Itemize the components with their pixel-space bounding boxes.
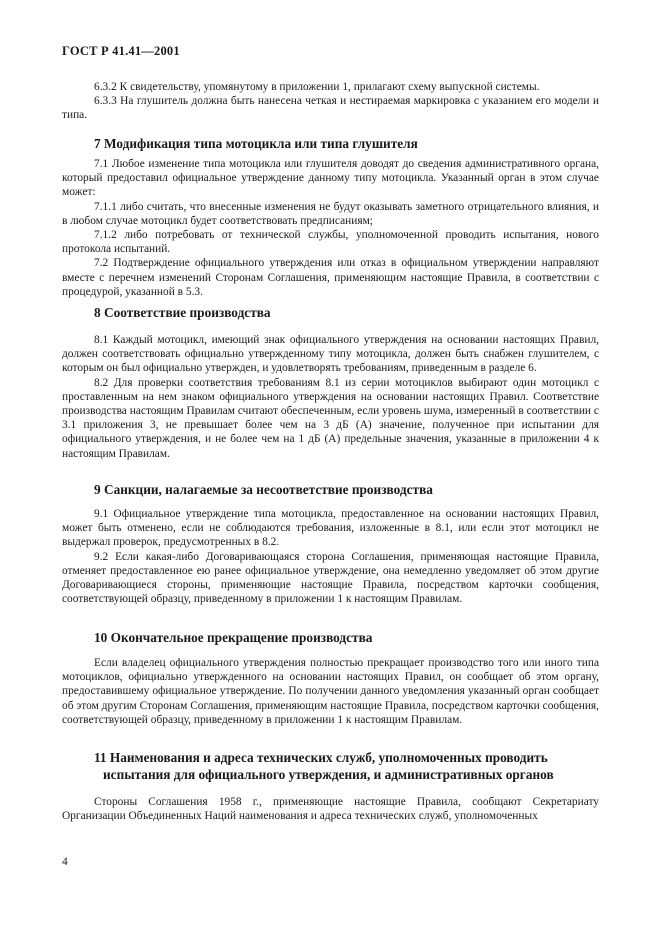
section-8-title: 8 Соответствие производства <box>94 305 271 320</box>
section-10 <box>62 629 599 646</box>
section-7-title: 7 Модификация типа мотоцикла или типа глушителя <box>94 136 418 151</box>
section-11-title-line2: испытания для официального утверждения, и административных органов <box>103 767 554 782</box>
section-9-body <box>62 507 599 606</box>
document-header: ГОСТ Р 41.41—2001 <box>62 44 180 58</box>
section-9 <box>62 481 599 498</box>
section-8 <box>62 304 599 321</box>
section-8-body <box>62 333 599 461</box>
section-11-title-line1: 11 Наименования и адреса технических служб, уполномоченных проводить <box>94 750 548 765</box>
section-7 <box>62 135 599 152</box>
paragraph-7-1: 7.1 Любое изменение типа мотоцикла или глушителя доводят до сведения административного органа, который предоставил официальное утверждение данному типу мотоцикла. Указанный орган в этом случае может: <box>62 158 599 199</box>
paragraph-6-3-2: 6.3.2 К свидетельству, упомянутому в приложении 1, прилагают схему выпускной системы. <box>94 81 540 93</box>
page-number: 4 <box>62 856 68 868</box>
paragraph-6-3-3: 6.3.3 На глушитель должна быть нанесена четкая и нестираемая маркировка с указанием его модели и типа. <box>62 95 599 122</box>
paragraph-7-2: 7.2 Подтверждение официального утверждения или отказ в официальном утверждении направляют вместе с перечнем изменений Сторонам Соглашения, применяющим настоящие Правила, в соответствии с процедурой, указанной в 5.3. <box>62 257 599 298</box>
paragraph-11: Стороны Соглашения 1958 г., применяющие настоящие Правила, сообщают Секретариату Организации Объединенных Наций наименования и адреса технических служб, уполномоченных <box>62 796 599 823</box>
section-11-body <box>62 795 599 823</box>
section-10-body <box>62 656 599 727</box>
section-11 <box>62 749 599 783</box>
section-9-title: 9 Санкции, налагаемые за несоответствие производства <box>94 482 433 497</box>
section-7-body <box>62 157 599 299</box>
paragraph-10: Если владелец официального утверждения полностью прекращает производство того или иного типа мотоциклов, официально утвержденного на основании настоящих Правил, он сообщает об этом органу, предоставившему официальное утверждение. По получении данного уведомления указанный орган сообщает об этом другим Сторонам Соглашения, применяющим настоящие Правила, посредством карточки сообщения, соответствующей образцу, приведенному в приложении 1 к настоящим Правилам. <box>62 657 599 726</box>
paragraph-8-2: 8.2 Для проверки соответствия требованиям 8.1 из серии мотоциклов выбирают один мотоцикл с проставленным на нем знаком официального утверждения на основании настоящих Правил. Соответствие производства настоящим Правилам считают обеспеченным, если уровень шума, измеренный в соответствии с 3.1 приложения 3, не превышает более чем на 3 дБ (А) значение, полученное при испытании для официального утверждения, и не более чем на 1 дБ (А) предельные значения, указанные в приложении 4 к настоящим Правилам. <box>62 376 599 460</box>
intro-block <box>62 80 599 123</box>
paragraph-8-1: 8.1 Каждый мотоцикл, имеющий знак официального утверждения на основании настоящих Правил, должен соответствовать официально утвержденному типу мотоцикла, должен быть снабжен глушителем, с которым он был официально утвержден, и удовлетворять требованиям, приведенным в разделе 6. <box>62 334 599 375</box>
paragraph-9-1: 9.1 Официальное утверждение типа мотоцикла, предоставленное на основании настоящих Правил, может быть отменено, если не соблюдаются требования, изложенные в 8.1, или если этот мотоцикл не выдержал проверок, предусмотренных в 8.2. <box>62 508 599 549</box>
paragraph-7-1-1: 7.1.1 либо считать, что внесенные изменения не будут оказывать заметного отрицательного влияния, и в любом случае мотоцикл будет соответствовать предписаниям; <box>62 200 599 227</box>
section-10-title: 10 Окончательное прекращение производства <box>94 630 373 645</box>
paragraph-9-2: 9.2 Если какая-либо Договаривающаяся сторона Соглашения, применяющая настоящие Правила, отменяет предоставленное ею ранее официальное утверждение, она немедленно уведомляет об этом другие Договаривающиеся стороны, применяющие настоящие Правила, посредством карточки сообщения, соответствующей образцу, приведенному в приложении 1 к настоящим Правилам. <box>62 550 599 606</box>
paragraph-7-1-2: 7.1.2 либо потребовать от технической службы, уполномоченной проводить испытания, нового протокола испытаний. <box>62 229 599 256</box>
